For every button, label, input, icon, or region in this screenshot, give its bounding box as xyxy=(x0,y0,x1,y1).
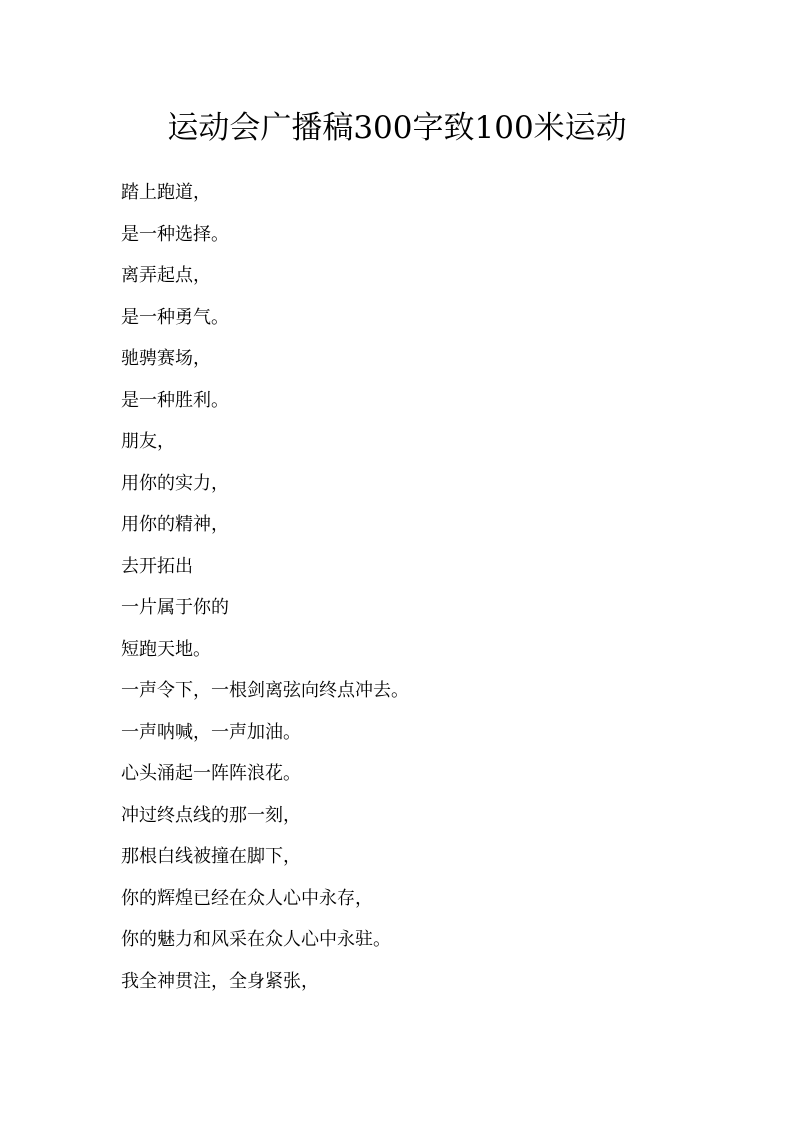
text-line: 是一种选择。 xyxy=(121,223,229,245)
text-line: 冲过终点线的那一刻， xyxy=(121,804,301,826)
text-line: 离弄起点， xyxy=(121,265,211,286)
text-line: 你的辉煌已经在众人心中永存， xyxy=(121,887,373,909)
text-line: 是一种胜利。 xyxy=(121,389,229,411)
text-line: 用你的实力， xyxy=(121,472,229,494)
text-line: 我全神贯注，全身紧张， xyxy=(121,970,319,992)
text-line: 驰骋赛场， xyxy=(121,348,211,369)
text-line: 一声呐喊，一声加油。 xyxy=(121,721,301,743)
document-body xyxy=(121,175,721,1005)
text-line: 一片属于你的 xyxy=(121,597,229,618)
text-line: 那根白线被撞在脚下， xyxy=(121,846,301,867)
text-line: 一声令下，一根剑离弦向终点冲去。 xyxy=(121,680,409,701)
text-line: 你的魅力和风采在众人心中永驻。 xyxy=(121,929,391,950)
document-title: 运动会广播稿300字致100米运动 xyxy=(167,110,627,146)
text-line: 是一种勇气。 xyxy=(121,306,229,328)
text-line: 短跑天地。 xyxy=(121,638,211,660)
text-line: 踏上跑道， xyxy=(121,182,211,203)
text-line: 朋友， xyxy=(121,431,175,452)
text-line: 用你的精神， xyxy=(121,514,229,535)
text-line: 心头涌起一阵阵浪花。 xyxy=(121,763,301,784)
text-line: 去开拓出 xyxy=(121,555,193,577)
